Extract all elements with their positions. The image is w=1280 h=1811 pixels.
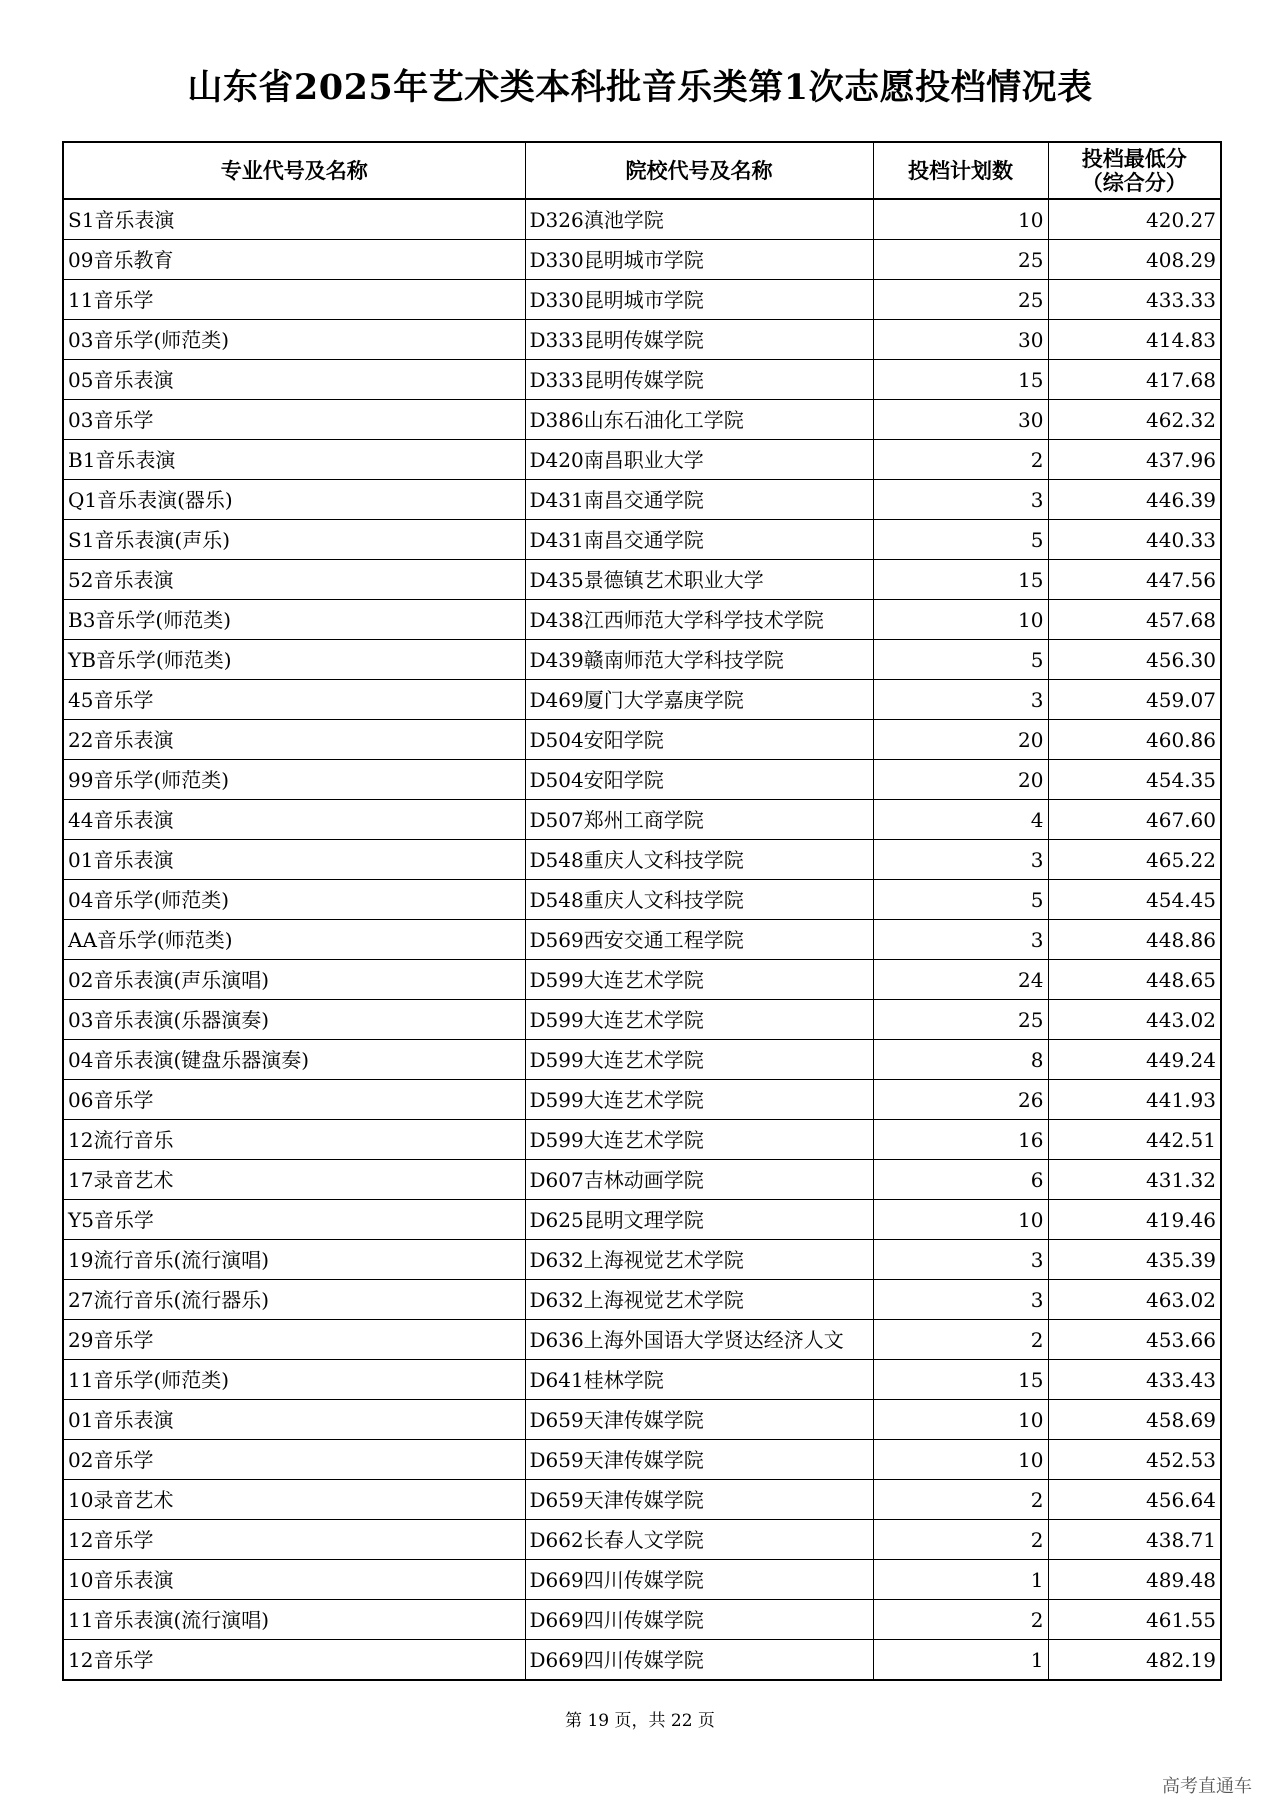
cell-major: 19流行音乐(流行演唱) bbox=[63, 1240, 525, 1280]
cell-school: D330昆明城市学院 bbox=[525, 240, 873, 280]
cell-major: 01音乐表演 bbox=[63, 1400, 525, 1440]
cell-plan: 3 bbox=[873, 680, 1048, 720]
page-title: 山东省2025年艺术类本科批音乐类第1次志愿投档情况表 bbox=[187, 67, 1093, 108]
table-row bbox=[63, 880, 1221, 920]
cell-major: 11音乐学(师范类) bbox=[63, 1360, 525, 1400]
table-row bbox=[63, 480, 1221, 520]
cell-major: 12流行音乐 bbox=[63, 1120, 525, 1160]
cell-school: D659天津传媒学院 bbox=[525, 1440, 873, 1480]
cell-school: D431南昌交通学院 bbox=[525, 480, 873, 520]
cell-plan: 8 bbox=[873, 1040, 1048, 1080]
cell-score: 463.02 bbox=[1048, 1280, 1221, 1320]
cell-plan: 10 bbox=[873, 600, 1048, 640]
cell-school: D326滇池学院 bbox=[525, 199, 873, 240]
cell-school: D669四川传媒学院 bbox=[525, 1600, 873, 1640]
table-row bbox=[63, 1120, 1221, 1160]
page-number: 第 19 页，共 22 页 bbox=[565, 1711, 715, 1731]
cell-score: 408.29 bbox=[1048, 240, 1221, 280]
table-row bbox=[63, 199, 1221, 240]
cell-major: 29音乐学 bbox=[63, 1320, 525, 1360]
cell-score: 431.32 bbox=[1048, 1160, 1221, 1200]
table-row bbox=[63, 840, 1221, 880]
table-row bbox=[63, 1200, 1221, 1240]
cell-score: 457.68 bbox=[1048, 600, 1221, 640]
cell-plan: 10 bbox=[873, 1200, 1048, 1240]
cell-major: 17录音艺术 bbox=[63, 1160, 525, 1200]
table-row bbox=[63, 1080, 1221, 1120]
cell-score: 442.51 bbox=[1048, 1120, 1221, 1160]
table-row bbox=[63, 800, 1221, 840]
cell-school: D662长春人文学院 bbox=[525, 1520, 873, 1560]
cell-score: 452.53 bbox=[1048, 1440, 1221, 1480]
table-row bbox=[63, 560, 1221, 600]
cell-score: 448.86 bbox=[1048, 920, 1221, 960]
cell-plan: 25 bbox=[873, 240, 1048, 280]
cell-plan: 3 bbox=[873, 920, 1048, 960]
cell-plan: 3 bbox=[873, 840, 1048, 880]
cell-plan: 26 bbox=[873, 1080, 1048, 1120]
cell-major: 99音乐学(师范类) bbox=[63, 760, 525, 800]
cell-plan: 24 bbox=[873, 960, 1048, 1000]
cell-plan: 25 bbox=[873, 280, 1048, 320]
cell-major: 03音乐学 bbox=[63, 400, 525, 440]
cell-plan: 6 bbox=[873, 1160, 1048, 1200]
cell-score: 441.93 bbox=[1048, 1080, 1221, 1120]
cell-school: D599大连艺术学院 bbox=[525, 960, 873, 1000]
cell-school: D599大连艺术学院 bbox=[525, 1080, 873, 1120]
cell-plan: 4 bbox=[873, 800, 1048, 840]
cell-plan: 3 bbox=[873, 1280, 1048, 1320]
cell-plan: 2 bbox=[873, 1600, 1048, 1640]
cell-score: 437.96 bbox=[1048, 440, 1221, 480]
cell-major: 10录音艺术 bbox=[63, 1480, 525, 1520]
cell-major: 11音乐学 bbox=[63, 280, 525, 320]
cell-plan: 3 bbox=[873, 480, 1048, 520]
cell-school: D504安阳学院 bbox=[525, 720, 873, 760]
cell-plan: 20 bbox=[873, 720, 1048, 760]
cell-major: 10音乐表演 bbox=[63, 1560, 525, 1600]
cell-school: D507郑州工商学院 bbox=[525, 800, 873, 840]
cell-school: D569西安交通工程学院 bbox=[525, 920, 873, 960]
cell-score: 456.64 bbox=[1048, 1480, 1221, 1520]
cell-school: D504安阳学院 bbox=[525, 760, 873, 800]
table-row bbox=[63, 1040, 1221, 1080]
cell-plan: 30 bbox=[873, 400, 1048, 440]
cell-school: D599大连艺术学院 bbox=[525, 1120, 873, 1160]
cell-major: 04音乐表演(键盘乐器演奏) bbox=[63, 1040, 525, 1080]
cell-score: 467.60 bbox=[1048, 800, 1221, 840]
cell-score: 460.86 bbox=[1048, 720, 1221, 760]
admission-table bbox=[62, 141, 1222, 1681]
cell-score: 417.68 bbox=[1048, 360, 1221, 400]
cell-major: B3音乐学(师范类) bbox=[63, 600, 525, 640]
cell-score: 433.43 bbox=[1048, 1360, 1221, 1400]
header-plan: 投档计划数 bbox=[873, 142, 1048, 199]
table-row bbox=[63, 640, 1221, 680]
header-school: 院校代号及名称 bbox=[525, 142, 873, 199]
table-row bbox=[63, 680, 1221, 720]
cell-plan: 30 bbox=[873, 320, 1048, 360]
cell-score: 456.30 bbox=[1048, 640, 1221, 680]
cell-major: 27流行音乐(流行器乐) bbox=[63, 1280, 525, 1320]
table-row bbox=[63, 1560, 1221, 1600]
cell-score: 458.69 bbox=[1048, 1400, 1221, 1440]
cell-plan: 16 bbox=[873, 1120, 1048, 1160]
cell-major: 02音乐表演(声乐演唱) bbox=[63, 960, 525, 1000]
cell-school: D330昆明城市学院 bbox=[525, 280, 873, 320]
cell-school: D435景德镇艺术职业大学 bbox=[525, 560, 873, 600]
cell-school: D420南昌职业大学 bbox=[525, 440, 873, 480]
table-row bbox=[63, 1520, 1221, 1560]
header-major: 专业代号及名称 bbox=[63, 142, 525, 199]
cell-school: D659天津传媒学院 bbox=[525, 1480, 873, 1520]
cell-plan: 5 bbox=[873, 520, 1048, 560]
cell-score: 438.71 bbox=[1048, 1520, 1221, 1560]
cell-major: 11音乐表演(流行演唱) bbox=[63, 1600, 525, 1640]
cell-major: S1音乐表演(声乐) bbox=[63, 520, 525, 560]
cell-school: D548重庆人文科技学院 bbox=[525, 840, 873, 880]
cell-plan: 15 bbox=[873, 560, 1048, 600]
cell-school: D636上海外国语大学贤达经济人文 bbox=[525, 1320, 873, 1360]
cell-plan: 1 bbox=[873, 1560, 1048, 1600]
cell-score: 448.65 bbox=[1048, 960, 1221, 1000]
cell-school: D333昆明传媒学院 bbox=[525, 320, 873, 360]
table-row bbox=[63, 960, 1221, 1000]
cell-score: 419.46 bbox=[1048, 1200, 1221, 1240]
cell-score: 465.22 bbox=[1048, 840, 1221, 880]
cell-school: D669四川传媒学院 bbox=[525, 1560, 873, 1600]
table-row bbox=[63, 920, 1221, 960]
table-row bbox=[63, 760, 1221, 800]
cell-school: D641桂林学院 bbox=[525, 1360, 873, 1400]
cell-plan: 2 bbox=[873, 440, 1048, 480]
table-row bbox=[63, 1320, 1221, 1360]
cell-plan: 15 bbox=[873, 360, 1048, 400]
cell-plan: 10 bbox=[873, 1400, 1048, 1440]
table-row bbox=[63, 360, 1221, 400]
header-min-score-line1: 投档最低分 bbox=[1081, 145, 1187, 171]
cell-major: 03音乐学(师范类) bbox=[63, 320, 525, 360]
cell-major: 05音乐表演 bbox=[63, 360, 525, 400]
cell-school: D599大连艺术学院 bbox=[525, 1040, 873, 1080]
table-row bbox=[63, 240, 1221, 280]
table-row bbox=[63, 600, 1221, 640]
table-row bbox=[63, 1280, 1221, 1320]
header-min-score-line2: （综合分） bbox=[1081, 169, 1187, 195]
cell-score: 420.27 bbox=[1048, 199, 1221, 240]
cell-score: 433.33 bbox=[1048, 280, 1221, 320]
cell-major: 06音乐学 bbox=[63, 1080, 525, 1120]
cell-score: 482.19 bbox=[1048, 1640, 1221, 1681]
cell-school: D659天津传媒学院 bbox=[525, 1400, 873, 1440]
cell-plan: 25 bbox=[873, 1000, 1048, 1040]
cell-school: D625昆明文理学院 bbox=[525, 1200, 873, 1240]
table-row bbox=[63, 1600, 1221, 1640]
cell-major: 45音乐学 bbox=[63, 680, 525, 720]
cell-plan: 2 bbox=[873, 1320, 1048, 1360]
cell-score: 449.24 bbox=[1048, 1040, 1221, 1080]
cell-school: D439赣南师范大学科技学院 bbox=[525, 640, 873, 680]
table-row bbox=[63, 1400, 1221, 1440]
cell-school: D599大连艺术学院 bbox=[525, 1000, 873, 1040]
cell-score: 447.56 bbox=[1048, 560, 1221, 600]
cell-major: 09音乐教育 bbox=[63, 240, 525, 280]
table-row bbox=[63, 720, 1221, 760]
table-row bbox=[63, 280, 1221, 320]
table-row bbox=[63, 320, 1221, 360]
cell-plan: 10 bbox=[873, 199, 1048, 240]
cell-major: 12音乐学 bbox=[63, 1520, 525, 1560]
cell-major: 03音乐表演(乐器演奏) bbox=[63, 1000, 525, 1040]
cell-major: 12音乐学 bbox=[63, 1640, 525, 1681]
cell-score: 489.48 bbox=[1048, 1560, 1221, 1600]
table-row bbox=[63, 1000, 1221, 1040]
cell-school: D548重庆人文科技学院 bbox=[525, 880, 873, 920]
cell-major: 52音乐表演 bbox=[63, 560, 525, 600]
cell-major: Q1音乐表演(器乐) bbox=[63, 480, 525, 520]
cell-plan: 15 bbox=[873, 1360, 1048, 1400]
cell-plan: 20 bbox=[873, 760, 1048, 800]
cell-score: 435.39 bbox=[1048, 1240, 1221, 1280]
cell-plan: 2 bbox=[873, 1480, 1048, 1520]
table-row bbox=[63, 1240, 1221, 1280]
cell-major: AA音乐学(师范类) bbox=[63, 920, 525, 960]
watermark: 高考直通车 bbox=[1162, 1776, 1252, 1797]
cell-plan: 1 bbox=[873, 1640, 1048, 1681]
table-row bbox=[63, 1440, 1221, 1480]
cell-plan: 5 bbox=[873, 640, 1048, 680]
cell-school: D607吉林动画学院 bbox=[525, 1160, 873, 1200]
cell-score: 459.07 bbox=[1048, 680, 1221, 720]
cell-score: 440.33 bbox=[1048, 520, 1221, 560]
header-min-score bbox=[1048, 142, 1221, 199]
cell-major: S1音乐表演 bbox=[63, 199, 525, 240]
cell-major: 01音乐表演 bbox=[63, 840, 525, 880]
table-row bbox=[63, 440, 1221, 480]
table-row bbox=[63, 1480, 1221, 1520]
cell-major: YB音乐学(师范类) bbox=[63, 640, 525, 680]
cell-score: 443.02 bbox=[1048, 1000, 1221, 1040]
cell-plan: 5 bbox=[873, 880, 1048, 920]
cell-score: 461.55 bbox=[1048, 1600, 1221, 1640]
cell-major: 02音乐学 bbox=[63, 1440, 525, 1480]
cell-score: 414.83 bbox=[1048, 320, 1221, 360]
cell-major: Y5音乐学 bbox=[63, 1200, 525, 1240]
cell-score: 453.66 bbox=[1048, 1320, 1221, 1360]
cell-school: D469厦门大学嘉庚学院 bbox=[525, 680, 873, 720]
cell-plan: 2 bbox=[873, 1520, 1048, 1560]
cell-major: B1音乐表演 bbox=[63, 440, 525, 480]
cell-major: 22音乐表演 bbox=[63, 720, 525, 760]
cell-major: 44音乐表演 bbox=[63, 800, 525, 840]
cell-score: 454.45 bbox=[1048, 880, 1221, 920]
cell-school: D669四川传媒学院 bbox=[525, 1640, 873, 1681]
cell-score: 454.35 bbox=[1048, 760, 1221, 800]
cell-plan: 10 bbox=[873, 1440, 1048, 1480]
cell-school: D431南昌交通学院 bbox=[525, 520, 873, 560]
cell-score: 446.39 bbox=[1048, 480, 1221, 520]
cell-score: 462.32 bbox=[1048, 400, 1221, 440]
table-header-row bbox=[63, 142, 1221, 199]
table-row bbox=[63, 520, 1221, 560]
cell-school: D632上海视觉艺术学院 bbox=[525, 1280, 873, 1320]
cell-major: 04音乐学(师范类) bbox=[63, 880, 525, 920]
cell-school: D386山东石油化工学院 bbox=[525, 400, 873, 440]
table-row bbox=[63, 1160, 1221, 1200]
cell-school: D333昆明传媒学院 bbox=[525, 360, 873, 400]
table-row bbox=[63, 400, 1221, 440]
cell-school: D632上海视觉艺术学院 bbox=[525, 1240, 873, 1280]
table-row bbox=[63, 1360, 1221, 1400]
cell-school: D438江西师范大学科学技术学院 bbox=[525, 600, 873, 640]
cell-plan: 3 bbox=[873, 1240, 1048, 1280]
table-row bbox=[63, 1640, 1221, 1681]
table-body bbox=[63, 199, 1221, 1680]
